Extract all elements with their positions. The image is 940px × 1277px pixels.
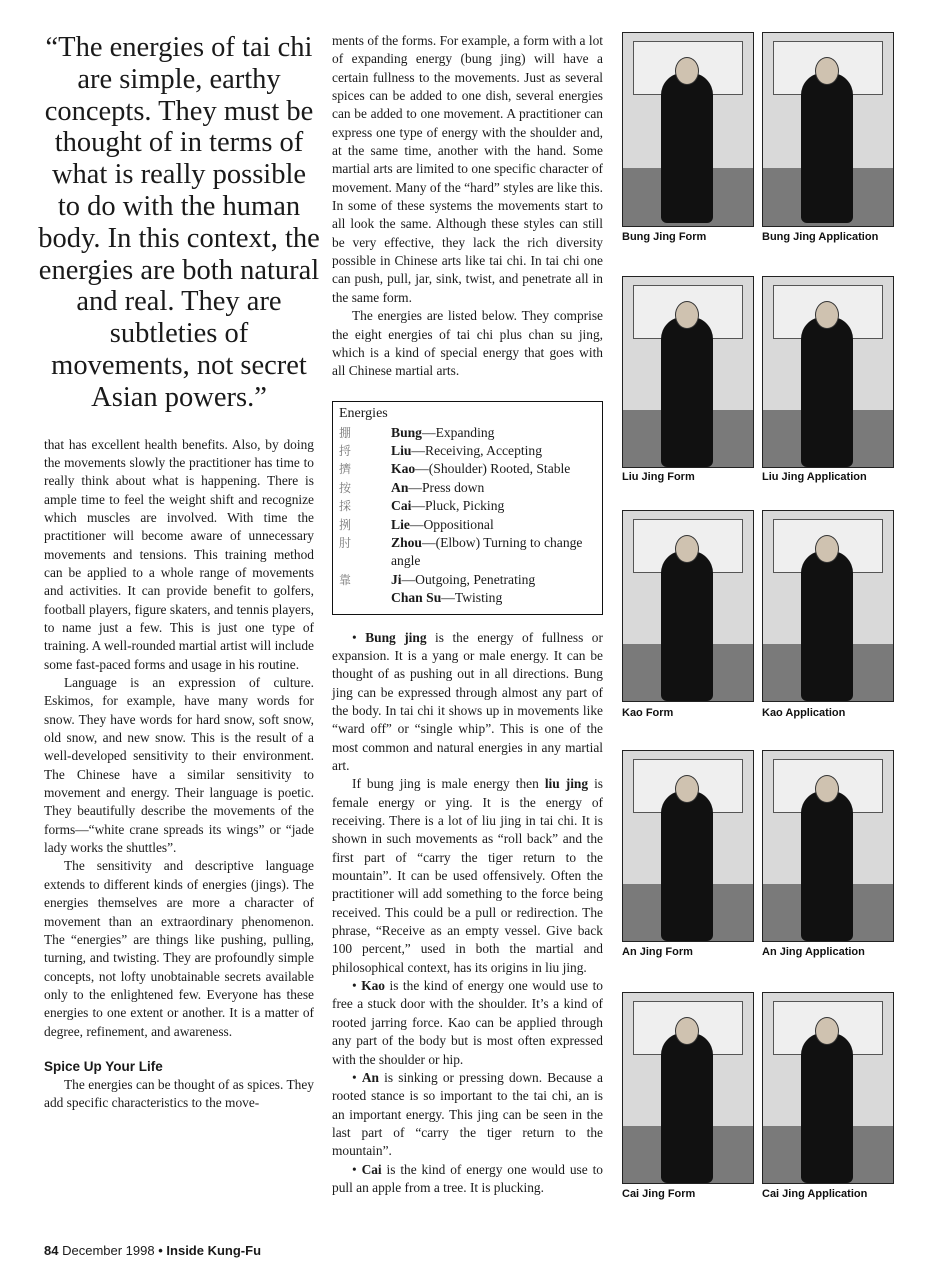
- energy-item: [339, 589, 596, 607]
- bullet-term: Kao: [361, 978, 385, 994]
- body-paragraph: The energies are listed below. They comprise the eight energies of tai chi plus chan su jing, which is a kind of special energy that goes with all Chinese martial arts.: [332, 308, 603, 379]
- bullet-term: Cai: [361, 1161, 382, 1177]
- photo-caption: Bung Jing Form: [622, 231, 707, 243]
- energy-description: —Twisting: [441, 590, 503, 606]
- page-number: 84: [44, 1243, 59, 1258]
- issue-date: December 1998: [62, 1243, 155, 1258]
- chinese-character: 採: [339, 499, 352, 514]
- chinese-character: 按: [339, 480, 352, 495]
- an-jing-application-photo: [762, 750, 894, 942]
- body-paragraph: The energies can be thought of as spices. They add specific characteristics to the move-: [44, 1076, 314, 1111]
- photo-caption: Bung Jing Application: [762, 231, 879, 243]
- bullet-term: liu jing: [544, 776, 589, 792]
- magazine-name: Inside Kung-Fu: [166, 1243, 262, 1258]
- kao-form-photo: [622, 510, 754, 702]
- energy-description: —Pluck, Picking: [411, 498, 505, 514]
- energy-description: —(Elbow) Turning to change angle: [391, 534, 583, 569]
- bung-jing-application-photo: [762, 32, 894, 227]
- bullet-paragraph: • Kao is the kind of energy one would use to free a stuck door with the shoulder. It’s a kind of rooted jarring force. Kao can be applied through any part of the body but is most often expressed with the shoulder or hip.: [332, 978, 603, 1067]
- chinese-character: 捋: [339, 443, 352, 458]
- energy-name: Cai: [391, 498, 412, 514]
- left-column: [38, 32, 320, 1113]
- kao-application-photo: [762, 510, 894, 702]
- cai-jing-application-photo: [762, 992, 894, 1184]
- photo-caption: Cai Jing Application: [762, 1188, 868, 1200]
- pull-quote: “The energies of tai chi are simple, earthy concepts. They must be thought of in terms of what is really possible to do with the human body. In this context, the energies are both natural and real. They are subtleties of movements, not secret Asian powers.”: [38, 32, 320, 413]
- energy-name: Chan Su: [391, 590, 442, 606]
- bullet-paragraph: • An is sinking or pressing down. Because a rooted stance is so important to the tai chi, an is an important energy. This jing can be seen in the last part of “carry the tiger return to the mountain”.: [332, 1069, 603, 1159]
- photo-caption: An Jing Form: [622, 946, 693, 958]
- photo-caption: Liu Jing Application: [762, 471, 867, 483]
- energy-description: —(Shoulder) Rooted, Stable: [415, 461, 571, 477]
- bullet-paragraph: • Bung jing is the energy of fullness or expansion. It is a yang or male energy. It can be thought of as pushing out in all directions. Bung jing can be expressed through almost any part of the body. In tai chi it shows up in movements like “ward off” or “single whip”. This is one of the most common and natural energies in any martial art.: [332, 629, 603, 773]
- chinese-character: 挒: [339, 517, 352, 532]
- body-paragraph: ments of the forms. For example, a form with a lot of expanding energy (bung jing) will have a certain fullness to the movements. Just as several spices can be added to one dish, several energies can be added to one movement. A practitioner can express one type of energy with the shoulder and, at the same time, another with the hand. Some martial arts are limited to one specific character of movement. Many of the “hard” styles are like this. In some of these systems the movements start to all look the same. Although these styles can still be very effective, they lack the rich diversity possible in Chinese arts like tai chi. In tai chi one can push, pull, jar, sink, twist, and penetrate all in the same form.: [332, 33, 603, 305]
- liu-jing-form-photo: [622, 276, 754, 468]
- chinese-character: [339, 589, 391, 607]
- energy-name: An: [391, 479, 409, 495]
- chinese-character: 擠: [339, 462, 352, 477]
- cai-jing-form-photo: [622, 992, 754, 1184]
- energy-name: Ji: [391, 571, 402, 587]
- body-paragraph: that has excellent health benefits. Also, by doing the movements slowly the practitioner has time to really think about what is happening. There is ample time to feel the weight shift and recognize which muscles are involved. With time the practitioner will become aware of unnecessary movements and tensions. This training method can be applied to a whole range of movements and activities. It can provide benefit to golfers, football players, figure skaters, and tennis players, to name just a few. This is just one type of training. A well-rounded martial artist will include some fast-paced forms and usage in his routine.: [44, 436, 314, 672]
- middle-column: [332, 32, 603, 1197]
- photo-caption: Liu Jing Form: [622, 471, 695, 483]
- energy-description: —Oppositional: [409, 516, 494, 532]
- liu-jing-application-photo: [762, 276, 894, 468]
- energy-name: Liu: [391, 442, 412, 458]
- energy-item: [339, 479, 596, 497]
- energy-item: [339, 516, 596, 534]
- chinese-character: 肘: [339, 535, 352, 550]
- energy-item: [339, 442, 596, 460]
- page-footer: [44, 1243, 261, 1258]
- energy-item: [339, 424, 596, 442]
- energy-item: [339, 571, 596, 589]
- energy-description: —Outgoing, Penetrating: [401, 571, 536, 587]
- energy-name: Zhou: [391, 534, 422, 550]
- energy-name: Bung: [391, 424, 422, 440]
- energy-item: [339, 497, 596, 515]
- photo-caption: An Jing Application: [762, 946, 865, 958]
- energy-name: Kao: [391, 461, 416, 477]
- energy-item: [339, 460, 596, 478]
- an-jing-form-photo: [622, 750, 754, 942]
- footer-separator: •: [158, 1243, 163, 1258]
- energy-description: —Press down: [408, 479, 485, 495]
- bullet-paragraph: • Cai is the kind of energy one would use to pull an apple from a tree. It is plucking.: [332, 1161, 603, 1195]
- body-paragraph: Language is an expression of culture. Eskimos, for example, have many words for snow. They have words for hard snow, soft snow, old snow, and new snow. This is the result of a well-developed sensitivity to their environment. The Chinese have a similar sensitivity to movement and energy. Their language is poetic. They beautifully describe the movements of the forms—“white crane spreads its wings” or “jade lady works the shuttles”.: [44, 675, 314, 856]
- body-paragraph: The sensitivity and descriptive language extends to different kinds of energies (jings). The energies themselves are more a character of movement than an extraordinary phenomenon. The “energies” are things like pushing, pulling, turning, and twisting. They are profoundly simple concepts, not lofty unobtainable secrets available only to the enlightened few. Everyone has these energies to one extent or another. It is a matter of degree, refinement, and awareness.: [44, 858, 314, 1039]
- bullet-paragraph: If bung jing is male energy then liu jing is female energy or ying. It is the energy of receiving. There is a lot of liu jing in tai chi. It is shown in such movements as “roll back” and the first part of “carry the tiger return to the mountain”. It can be used offensively. Often the practitioner will add something to the force being received. This could be a pull or redirection. The phrase, “Receive as an empty vessel. Give back 100 percent,” used in both the martial and philosophical context, has its origins in liu jing.: [332, 776, 604, 975]
- chinese-character: 靠: [339, 572, 352, 587]
- bullet-term: An: [361, 1069, 379, 1085]
- energy-description: —Expanding: [421, 424, 495, 440]
- energy-description: —Receiving, Accepting: [411, 442, 543, 458]
- energies-sidebar-box: [332, 401, 603, 615]
- energies-title: Energies: [339, 405, 388, 421]
- bullet-term: Bung jing: [365, 629, 427, 645]
- photo-caption: Cai Jing Form: [622, 1188, 696, 1200]
- energy-name: Lie: [391, 516, 410, 532]
- energy-item: [339, 534, 596, 571]
- photo-caption: Kao Application: [762, 707, 846, 719]
- section-heading: Spice Up Your Life: [44, 1058, 163, 1074]
- chinese-character: 掤: [339, 425, 352, 440]
- photo-caption: Kao Form: [622, 707, 674, 719]
- bung-jing-form-photo: [622, 32, 754, 227]
